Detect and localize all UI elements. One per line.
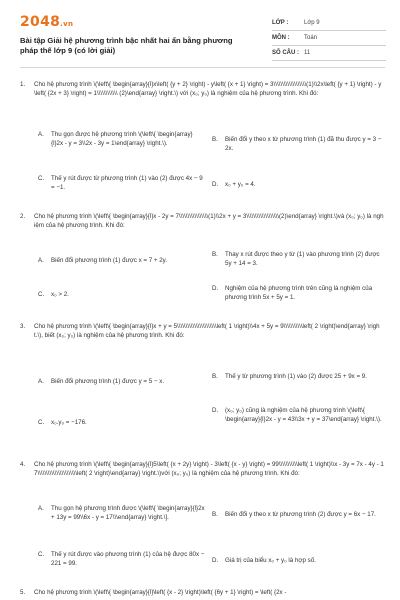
option-text: x₀ > 2.: [51, 291, 69, 298]
question-text: Cho hệ phương trình \(\left\{ \begin{array}{l}\left( {x - 2} \right)\left( {6y + 1} \right) = \left( {2x -: [34, 589, 287, 596]
page-title: Bài tập Giải hệ phương trình bậc nhất hai ẩn bằng phương pháp thế lớp 9 (có lời giải): [20, 36, 233, 55]
question-text: Cho hệ phương trình \(\left\{ \begin{array}{l}5\left( {x + 2y} \right) - 3\left( {x - y} \right) = 99\\\\\\\\\\\left( 1 \right)\\x - 3y = 7x - 4y - 17\\\\\\\\\\\\\\\\\\\\\\\left( 2 \right)\end{array} \right.\)với (x₀; y₀) là nghiệm của hệ phương trình. Khi đó:: [34, 461, 384, 478]
meta-value: Toán: [304, 35, 318, 41]
option-label: D.: [212, 407, 219, 414]
header: [20, 14, 385, 60]
question-text: Cho hệ phương trình \(\left\{ \begin{array}{l}x - 2y = 7\\\\\\\\\\\\\\\\\(1)\\2x + y = 3\\\\\\\\\\\\\\\\\\\(2)\end{array} \right.\)và (x₀; y₀) là nghiệm của hệ phương trình. Khi đó:: [34, 213, 384, 230]
question-5: [20, 588, 385, 600]
question-number: 2.: [20, 213, 26, 220]
meta-value: 11: [304, 50, 311, 56]
question-number: 3.: [20, 323, 26, 330]
divider: [20, 67, 385, 68]
option-label: B.: [212, 251, 218, 258]
option-text: Nghiệm của hệ phương trình trên cũng là nghiệm của phương trình 5x + 5y = 1.: [225, 285, 373, 302]
option-text: (x₀; y₀) cũng là nghiệm của hệ phương trình \(\left\{ \begin{array}{l}2x - y = 43\\3x + y = 37\end{array} \right.\).: [225, 407, 382, 424]
option-label: C.: [38, 419, 45, 426]
option-label: C.: [38, 551, 45, 558]
option-label: A.: [38, 257, 44, 264]
option-text: Thay x rút được theo y từ (1) vào phương trình (2) được 5y + 14 = 3.: [225, 251, 380, 268]
option-text: Biến đổi y theo x từ phương trình (1) đã thu được y = 3 − 2x.: [225, 136, 382, 153]
option-label: D.: [212, 557, 219, 564]
option-label: B.: [212, 136, 218, 143]
question-3: [20, 322, 385, 452]
question-2: [20, 212, 385, 312]
question-number: 5.: [20, 589, 26, 596]
question-number: 1.: [20, 81, 26, 88]
option-label: A.: [38, 505, 44, 512]
option-label: D.: [212, 181, 219, 188]
question-1: [20, 80, 385, 190]
option-text: Biến đổi phương trình (1) được x = 7 + 2y.: [51, 257, 168, 264]
meta-row-count: [272, 48, 386, 61]
meta-key: SỐ CÂU :: [272, 50, 299, 56]
meta-value: Lớp 9: [304, 20, 320, 26]
option-text: Thu gọn hệ phương trình được \(\left\{ \begin{array}{l}2x + 13y = 99\\6x - y = 17\\\end{array} \right.\].: [51, 505, 205, 522]
option-label: A.: [38, 131, 44, 138]
option-label: B.: [212, 373, 218, 380]
option-text: x₀.y₀ = −176.: [51, 419, 87, 426]
option-text: Biến đổi phương trình (1) được y = 5 − x.: [51, 378, 165, 385]
option-label: A.: [38, 378, 44, 385]
logo: 2048.vn: [20, 14, 74, 30]
meta-key: LỚP :: [272, 20, 289, 26]
option-text: Thế y rút được vào phương trình (1) của hệ được 80x − 221 = 99.: [51, 551, 205, 568]
option-text: Thế y rút được từ phương trình (1) vào (2) được 4x − 9 = −1.: [51, 175, 203, 192]
question-number: 4.: [20, 461, 26, 468]
meta-row-subject: [272, 33, 386, 46]
option-label: C.: [38, 175, 45, 182]
option-text: x₀ + y₀ = 4.: [225, 181, 256, 188]
option-text: Thế y từ phương trình (1) vào (2) được 25 + 9x = 9.: [225, 373, 367, 380]
meta-key: MÔN :: [272, 35, 290, 41]
option-text: Thu gọn được hệ phương trình \(\left\{ \begin{array}{l}2x - y = 3\\2x - 3y = 1\end{array} \right.\).: [51, 131, 193, 148]
option-label: C.: [38, 291, 45, 298]
meta-info: [272, 18, 386, 63]
question-text: Cho hệ phương trình \(\left\{ \begin{array}{l}x\left( {y + 2} \right) - y\left( {x + 1} \right) = 3\\\\\\\\\\\\\\\\\\\(1)\\2x\left( {y + 1} \right) - y\left( {2x + 3} \right) = 1\\\\\\\\\\\\ (2)\end{array} \right.\) với (x₀; y₀) là nghiệm của hệ phương trình. Khi đó:: [34, 81, 382, 98]
option-label: D.: [212, 285, 219, 292]
meta-row-class: [272, 18, 386, 31]
option-text: Biến đổi y theo x từ phương trình (2) được y = 6x − 17.: [225, 511, 376, 518]
question-text: Cho hệ phương trình \(\left\{ \begin{array}{l}x + y = 5\\\\\\\\\\\\\\\\\\\\\\\left( 1 \right)\\4x + 5y = 9\\\\\\\\\\\left( 2 \right)\end{array} \right.\), biết (x₀; y₀) là nghiệm của hệ phương trình. Khi đó:: [34, 323, 380, 340]
option-label: B.: [212, 511, 218, 518]
option-text: Giá trị của biểu x₀ + y₀ là hợp số.: [225, 557, 316, 564]
question-4: [20, 460, 385, 578]
